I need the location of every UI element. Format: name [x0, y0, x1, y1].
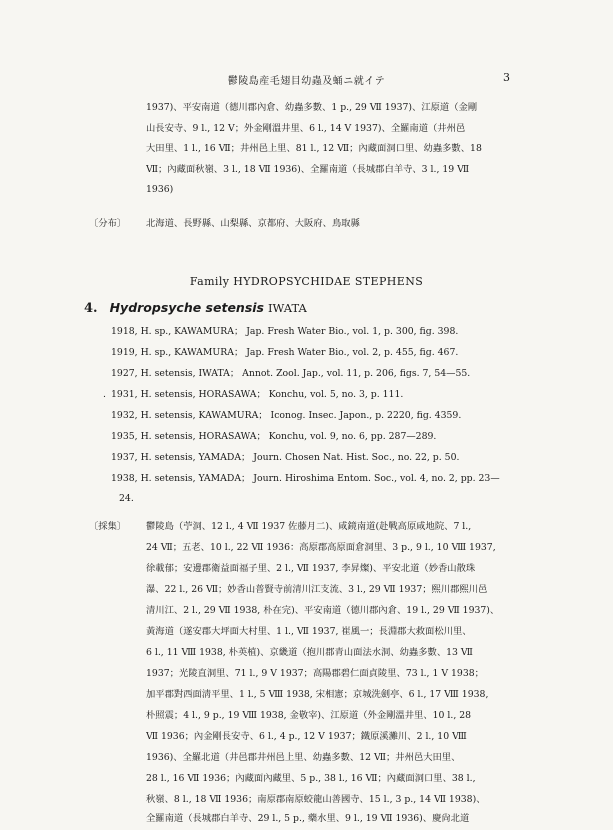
reference-mark: .	[103, 389, 106, 400]
text-line: 秋嶺、8 l., 18 Ⅶ 1936；南原郡南原蛟龍山善國寺、15 l., 3 p., 14 Ⅶ 1938)、	[146, 794, 486, 805]
reference-item	[111, 430, 436, 444]
distribution-label: 〔分布〕	[89, 218, 127, 229]
page-number: 3	[503, 71, 510, 84]
reference-item	[111, 367, 470, 381]
reference-item	[111, 409, 461, 423]
reference-text: 1937, H. setensis, YAMADA； Journ. Chosen Nat. Hist. Soc., no. 22, p. 50.	[111, 452, 460, 463]
text-line: 1937；光陵直洞里、71 l., 9 Ⅴ 1937；高陽郡碧仁面貞陵里、73 l., 1 Ⅴ 1938；	[146, 668, 484, 679]
species-name: Hydropsyche setensis	[109, 300, 264, 315]
text-line: 朴照震；4 l., 9 p., 19 Ⅷ 1938, 金敬宰)、江原道（外金剛溫井里、10 l., 28	[146, 710, 472, 721]
text-line: 28 l., 16 Ⅶ 1936；內藏面內藏里、5 p., 38 l., 16 Ⅶ；內藏面洞口里、38 l.,	[146, 773, 476, 784]
text-line: 加平郡對西面淸平里、1 l., 5 Ⅷ 1938, 宋相憲；京城洗劍亭、6 l., 17 Ⅷ 1938,	[146, 689, 489, 700]
text-line: 大田里、1 l., 16 Ⅶ；井州邑上里、81 l., 12 Ⅶ；內藏面洞口里、幼蟲多數、18	[146, 143, 482, 154]
reference-item	[103, 388, 404, 402]
text-line: Ⅶ 1936；內金剛長安寺、6 l., 4 p., 12 Ⅴ 1937；鐵原溪灘川、2 l., 10 Ⅷ	[146, 731, 467, 742]
collection-label: 〔採集〕	[89, 521, 127, 532]
reference-text: 1927, H. setensis, IWATA； Annot. Zool. Jap., vol. 11, p. 206, figs. 7, 54—55.	[111, 368, 471, 379]
text-line: 黃海道（遂安郡大坪面大村里、1 l., Ⅶ 1937, 崔風一；長淵郡大救面松川里、	[146, 626, 472, 637]
running-title: 鬱陵島産毛翅目幼蟲及蛹ニ就イテ	[227, 76, 386, 87]
text-line: Ⅶ；內藏面秋嶺、3 l., 18 Ⅶ 1936)、全羅南道（長城郡白羊寺、3 l., 19 Ⅶ	[146, 164, 470, 175]
reference-text: 1935, H. setensis, HORASAWA； Konchu, vol. 9, no. 6, pp. 287—289.	[111, 431, 437, 442]
reference-item	[111, 451, 459, 465]
text-line: 清川江、2 l., 29 Ⅶ 1938, 朴在完)、平安南道（德川郡內倉、19 l., 29 Ⅶ 1937)、	[146, 605, 500, 616]
reference-item	[111, 325, 458, 339]
text-line: 24 Ⅶ；五老、10 l., 22 Ⅶ 1936：高原郡高原面倉洞里、3 p., 9 l., 10 Ⅷ 1937,	[146, 542, 496, 553]
reference-item	[111, 346, 458, 360]
species-number: 4.	[84, 301, 98, 316]
species-heading	[84, 300, 307, 316]
text-line: 1936)	[146, 184, 174, 195]
page-header	[0, 71, 613, 87]
reference-text: 24.	[119, 493, 134, 504]
reference-text: 1938, H. setensis, YAMADA； Journ. Hiroshima Entom. Soc., vol. 4, no. 2, pp. 23—	[111, 473, 500, 484]
text-line: 6 l., 11 Ⅷ 1938, 朴英植)、京畿道（抱川郡青山面法水洞、幼蟲多數、13 Ⅶ	[146, 647, 473, 658]
reference-item	[111, 472, 500, 486]
family-heading: Family HYDROPSYCHIDAE STEPHENS	[189, 275, 424, 288]
text-line: 全羅南道（長城郡白羊寺、29 l., 5 p., 藥水里、9 l., 19 Ⅶ 1936)、慶尙北道	[146, 813, 470, 824]
text-line: 瀑、22 l., 26 Ⅶ；妙香山普賢寺前清川江支流、3 l., 29 Ⅶ 1937；熙川郡熙川邑	[146, 584, 488, 595]
distribution-text: 北海道、長野縣、山梨縣、京都府、大阪府、鳥取縣	[146, 218, 360, 229]
text-line: 1937)、平安南道（德川郡內倉、幼蟲多數、1 p., 29 Ⅶ 1937)、江原道（金剛	[146, 102, 478, 113]
text-line: 鬱陵島（苧洞、12 l., 4 Ⅶ 1937 佐藤月二)、咸鏡南道(赴戰高原咸地院、7 l.,	[146, 521, 472, 532]
reference-text: 1919, H. sp., KAWAMURA； Jap. Fresh Water Bio., vol. 2, p. 455, fig. 467.	[111, 347, 459, 358]
text-line: 1936)、全羅北道（井邑郡井州邑上里、幼蟲多數、12 Ⅶ；井州邑大田里、	[146, 752, 461, 763]
reference-text: 1918, H. sp., KAWAMURA； Jap. Fresh Water Bio., vol. 1, p. 300, fig. 398.	[111, 326, 459, 337]
text-line: 山長安寺、9 l., 12 Ⅴ；外金剛溫井里、6 l., 14 Ⅴ 1937)、全羅南道（井州邑	[146, 123, 466, 134]
text-line: 徐載郁；安邊郡衛益面福子里、2 l., Ⅶ 1937, 李昇燦)、平安北道（妙香山散珠	[146, 563, 476, 574]
species-author: IWATA	[268, 301, 307, 315]
reference-text: 1932, H. setensis, KAWAMURA； Iconog. Insec. Japon., p. 2220, fig. 4359.	[111, 410, 462, 421]
reference-item	[119, 492, 134, 506]
reference-text: 1931, H. setensis, HORASAWA； Konchu, vol. 5, no. 3, p. 111.	[111, 389, 404, 400]
